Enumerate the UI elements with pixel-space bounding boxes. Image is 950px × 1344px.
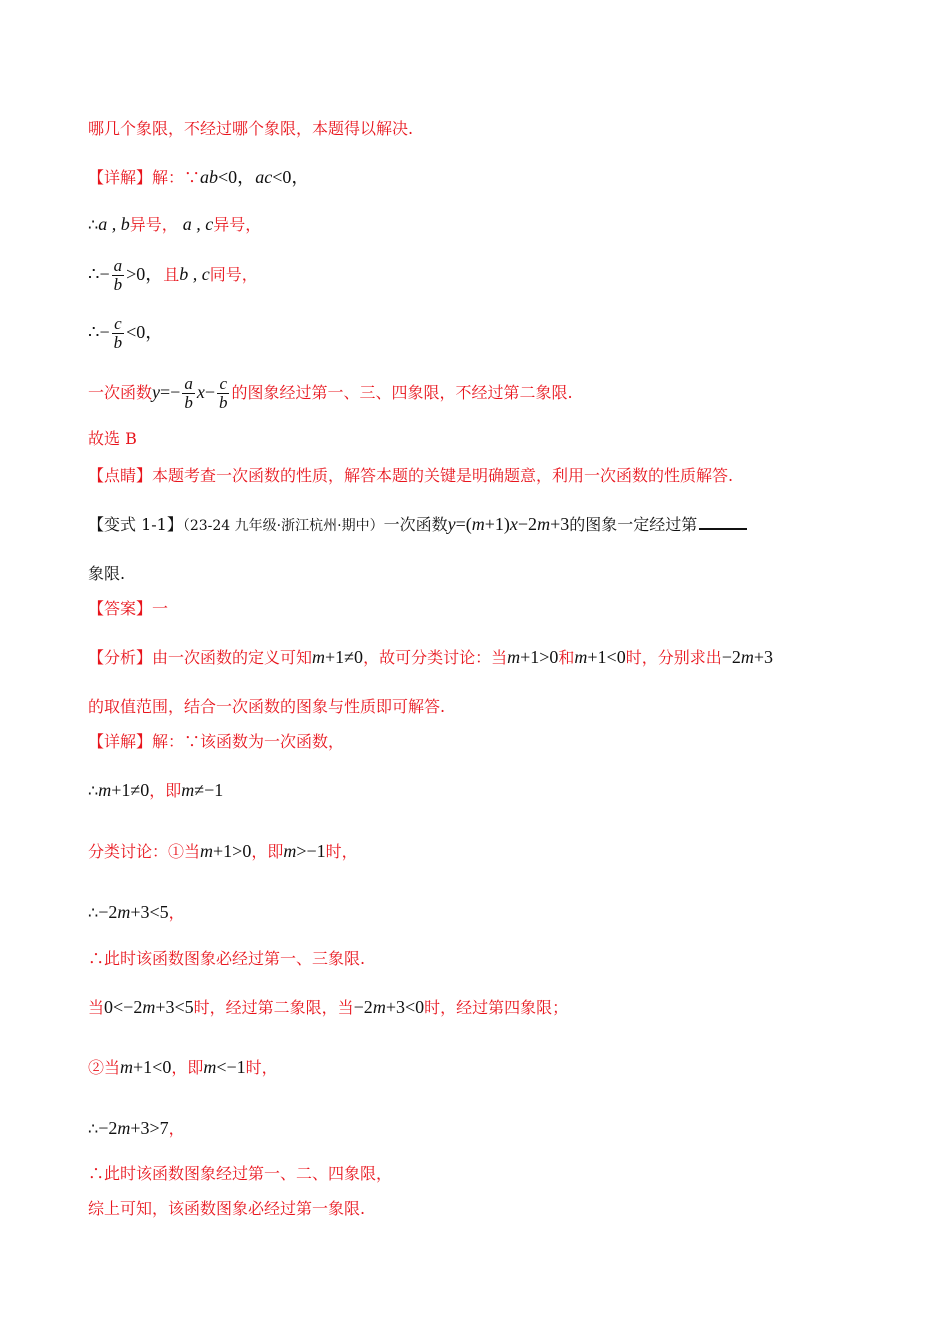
math: +3<5: [155, 997, 194, 1017]
text: 当: [88, 998, 105, 1017]
text: 的图象一定经过第: [569, 515, 698, 534]
math: >−1: [296, 841, 326, 861]
math-m: m: [200, 841, 214, 861]
math-y: y: [152, 382, 161, 402]
math-x: x: [509, 514, 518, 534]
math: +1): [484, 514, 510, 534]
line-17: [88, 901, 185, 924]
math-m: m: [507, 647, 521, 667]
math-m: m: [372, 997, 386, 1017]
math-m: m: [537, 514, 551, 534]
text: 故选 B: [88, 429, 137, 448]
line-8: [88, 465, 733, 487]
line-16: [88, 840, 358, 863]
math-m: m: [283, 841, 297, 861]
math: <−1: [216, 1057, 246, 1077]
math: −: [204, 382, 215, 402]
math-bc: b , c: [179, 264, 210, 284]
math: +3>7: [130, 1118, 169, 1138]
math-m: m: [142, 997, 156, 1017]
line-6: [88, 374, 573, 412]
line-11: [88, 598, 168, 620]
line-20: [88, 1056, 278, 1079]
tag-detail: 【详解】: [88, 732, 153, 751]
text: 异号，: [213, 215, 262, 234]
math-m: m: [120, 1057, 134, 1077]
line-21: [88, 1117, 185, 1140]
text: 时，: [325, 842, 358, 861]
math-ab: ab: [200, 167, 219, 187]
text: 由一次函数的定义可知: [152, 648, 313, 667]
therefore: ∴: [88, 215, 99, 234]
math-y: y: [447, 514, 456, 534]
math: =(: [455, 514, 472, 534]
math-m: m: [117, 1118, 131, 1138]
math: −2: [517, 514, 538, 534]
text: ∴此时该函数图象必经过第一、三象限.: [88, 949, 366, 968]
text: 解：∵: [152, 168, 201, 187]
denominator: b: [113, 275, 123, 294]
text: ，: [168, 903, 185, 922]
text: 同号，: [209, 265, 258, 284]
math: +1≠0: [325, 647, 364, 667]
line-5: [88, 314, 163, 352]
text: 时，经过第二象限，当: [193, 998, 354, 1017]
source: （23-24 九年级·浙江杭州·期中）: [182, 518, 384, 534]
denominator: b: [113, 333, 123, 352]
math: 0<−2: [104, 997, 143, 1017]
text: 和: [558, 648, 575, 667]
therefore: ∴: [88, 1119, 99, 1138]
text: ，即: [171, 1058, 204, 1077]
text: ，即: [251, 842, 284, 861]
line-10: [88, 563, 125, 585]
math-m: m: [181, 780, 195, 800]
math: +3: [753, 647, 774, 667]
therefore-minus: ∴−: [88, 322, 110, 342]
math: <0，: [126, 322, 164, 342]
text: 的图象经过第一、三、四象限，不经过第二象限.: [231, 383, 573, 402]
tag-variant: 【变式 1-1】: [88, 515, 183, 534]
line-1: [88, 118, 413, 140]
therefore-minus: ∴−: [88, 264, 110, 284]
denominator: b: [218, 393, 228, 412]
line-12: [88, 646, 773, 669]
math: ≠−1: [194, 780, 224, 800]
tag-analysis: 【分析】: [88, 648, 153, 667]
text: ，即: [149, 781, 182, 800]
math: +1>0: [520, 647, 559, 667]
text: 且: [163, 265, 180, 284]
math: +1≠0: [111, 780, 150, 800]
math-ac: ac: [255, 167, 273, 187]
math-m: m: [98, 780, 112, 800]
text: 解：∵该函数为一次函数，: [152, 732, 345, 751]
math: >0，: [126, 264, 164, 284]
text: 哪几个象限，不经过哪个象限，本题得以解决.: [88, 119, 414, 138]
math: +1>0: [213, 841, 252, 861]
text: 本题考查一次函数的性质，解答本题的关键是明确题意，利用一次函数的性质解答.: [152, 466, 734, 485]
line-23: [88, 1198, 365, 1220]
therefore: ∴: [88, 903, 99, 922]
text: 象限.: [88, 564, 126, 583]
math-m: m: [203, 1057, 217, 1077]
math: −2: [353, 997, 373, 1017]
math-m: m: [740, 647, 754, 667]
text: 时，: [245, 1058, 278, 1077]
line-4: [88, 256, 258, 294]
math: −2: [721, 647, 741, 667]
math: −2: [98, 902, 118, 922]
math-ac: a , c: [182, 214, 214, 234]
math: +1<0: [587, 647, 626, 667]
math: <0，: [272, 167, 310, 187]
math-m: m: [574, 647, 588, 667]
line-19: [88, 996, 568, 1019]
line-3: [88, 213, 261, 236]
fraction: [112, 315, 125, 352]
answer-blank: [699, 527, 747, 530]
line-2: [88, 166, 309, 189]
math: +3<0: [385, 997, 425, 1017]
text: 一: [152, 599, 169, 618]
line-7: [88, 428, 137, 450]
text: 时，分别求出: [625, 648, 722, 667]
tag-comment: 【点睛】: [88, 466, 153, 485]
line-22: [88, 1163, 392, 1185]
fraction: [217, 375, 230, 412]
numerator: a: [184, 374, 193, 393]
numerator: c: [114, 314, 122, 333]
therefore: ∴: [88, 781, 99, 800]
line-18: [88, 948, 365, 970]
fraction: [112, 257, 125, 294]
text: ∴此时该函数图象经过第一、二、四象限，: [88, 1164, 393, 1183]
math: +1<0: [133, 1057, 172, 1077]
math-m: m: [471, 514, 485, 534]
text: ，故可分类讨论：当: [363, 648, 508, 667]
text: 分类讨论：①当: [88, 842, 201, 861]
math-m: m: [312, 647, 326, 667]
line-13: [88, 696, 445, 718]
numerator: a: [113, 256, 123, 275]
math-ab: a , b: [98, 214, 130, 234]
tag-detail: 【详解】: [88, 168, 153, 187]
text: 时，经过第四象限；: [424, 998, 569, 1017]
text: ，: [168, 1119, 185, 1138]
math: <0，: [218, 167, 256, 187]
math-m: m: [117, 902, 131, 922]
text: 一次函数: [383, 515, 448, 534]
math-x: x: [196, 382, 205, 402]
tag-answer: 【答案】: [88, 599, 153, 618]
text: 异号，: [129, 215, 178, 234]
line-9: [88, 513, 747, 537]
math: −2: [98, 1118, 118, 1138]
line-14: [88, 731, 344, 753]
text: 的取值范围，结合一次函数的图象与性质即可解答.: [88, 697, 446, 716]
line-15: [88, 779, 223, 802]
denominator: b: [184, 393, 193, 412]
text: 一次函数: [88, 383, 153, 402]
math: =−: [160, 382, 181, 402]
text: ②当: [88, 1058, 121, 1077]
math: +3: [550, 514, 570, 534]
math: +3<5: [130, 902, 169, 922]
fraction: [182, 375, 195, 412]
numerator: c: [219, 374, 227, 393]
text: 综上可知，该函数图象必经过第一象限.: [88, 1199, 366, 1218]
